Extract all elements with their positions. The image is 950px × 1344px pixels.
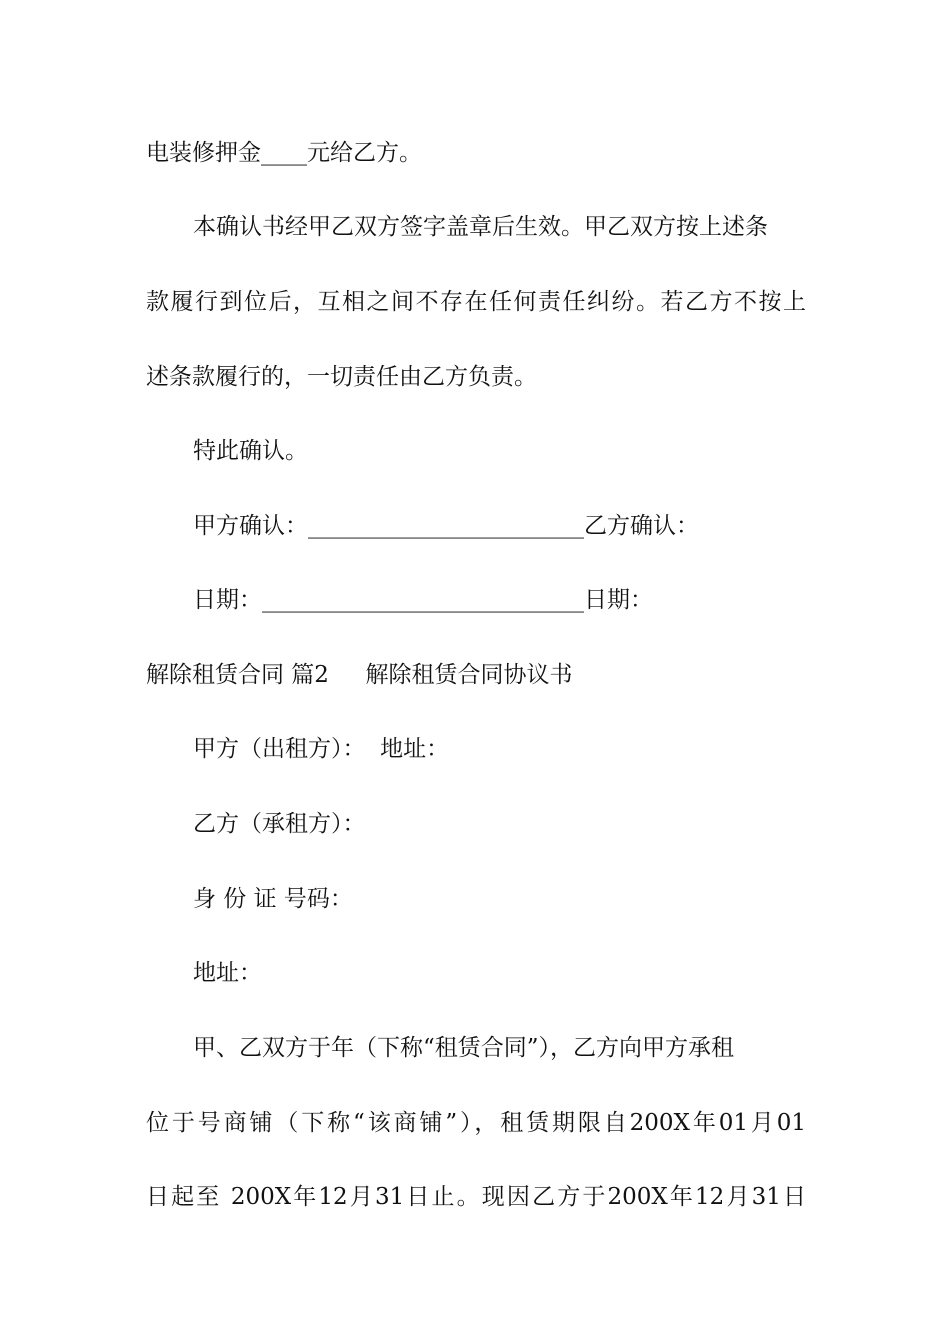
party-confirmation-signatures: 甲方确认：________________________乙方确认： (193, 513, 699, 539)
confirmation-paragraph-line-2: 款履行到位后，互相之间不存在任何责任纠纷。若乙方不按上 (146, 289, 806, 315)
agreement-paragraph-line-3: 日起至 200X年12月31日止。现因乙方于200X年12月31日 (146, 1184, 806, 1210)
agreement-paragraph-line-1: 甲、乙双方于年（下称“租赁合同”），乙方向甲方承租 (193, 1035, 735, 1061)
deposit-line: 电装修押金____元给乙方。 (146, 140, 422, 166)
party-a-info: 甲方（出租方）： 地址： (193, 736, 450, 762)
agreement-paragraph-line-2: 位于号商铺（下称“该商铺”），租赁期限自200X年01月01 (146, 1110, 806, 1136)
party-b-info: 乙方（承租方）： (193, 811, 366, 837)
id-number-label: 身 份 证 号码： (193, 886, 353, 912)
confirmation-paragraph-line-3: 述条款履行的，一切责任由乙方负责。 (146, 364, 537, 390)
section-heading: 解除租赁合同 篇2 解除租赁合同协议书 (146, 662, 573, 688)
signature-dates: 日期：____________________________日期： (193, 587, 653, 613)
confirmation-paragraph-line-1: 本确认书经甲乙双方签字盖章后生效。甲乙双方按上述条 (193, 214, 768, 240)
address-label: 地址： (193, 960, 262, 986)
special-confirmation: 特此确认。 (193, 438, 308, 464)
